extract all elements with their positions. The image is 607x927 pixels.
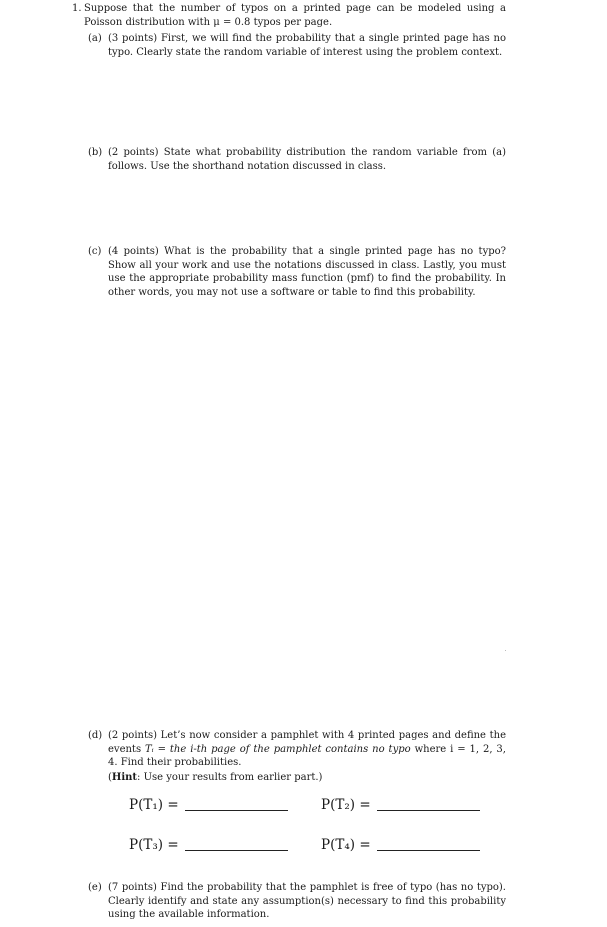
p-t3-label: P(T₃) = (129, 837, 179, 853)
part-e-label: (e) (88, 882, 102, 893)
part-b-text: (2 points) State what probability distribution the random variable from (a) follows. Use the shorthand notation discussed in class. (108, 147, 506, 172)
part-c-label: (c) (88, 246, 102, 257)
hint-label: Hint (111, 771, 138, 783)
part-c (88, 245, 506, 299)
question-number: 1. (72, 3, 82, 14)
question-intro: Suppose that the number of typos on a printed page can be modeled using a Poisson distribution with μ = 0.8 typos per page. (84, 3, 506, 28)
p-t4-answer-blank[interactable] (377, 850, 480, 851)
part-a-label: (a) (88, 33, 102, 44)
p-t3-answer-blank[interactable] (185, 850, 288, 851)
part-b (88, 146, 506, 173)
part-d-hint (108, 771, 506, 785)
answer-p-t1 (129, 797, 288, 813)
answer-p-t4 (321, 837, 480, 853)
part-e-text: (7 points) Find the probability that the pamphlet is free of typo (has no typo). Clearly identify and state any assumption(s) necessary to find this probability using the available information. (108, 882, 506, 920)
part-d-label: (d) (88, 730, 103, 741)
hint-open-paren: ( (108, 771, 112, 783)
answer-p-t2 (321, 797, 480, 813)
p-t2-label: P(T₂) = (321, 797, 371, 813)
question-1 (72, 2, 506, 29)
part-e (88, 881, 506, 922)
scan-speck (505, 650, 506, 651)
part-b-label: (b) (88, 147, 103, 158)
part-d (88, 729, 506, 784)
part-a (88, 32, 506, 59)
part-d-text (108, 729, 506, 770)
p-t1-answer-blank[interactable] (185, 810, 288, 811)
hint-text: : Use your results from earlier part.) (137, 771, 323, 783)
part-a-text: (3 points) First, we will find the probability that a single printed page has no typo. Clearly state the random variable of interest using the problem context. (108, 33, 506, 58)
part-c-text: (4 points) What is the probability that a single printed page has no typo? Show all your work and use the notations discussed in class. Lastly, you must use the appropriate probability mass function (pmf) to find the probability. In other words, you may not use a software or table to find this probability. (108, 246, 506, 298)
part-d-text-end: where i = 1, 2, 3, 4. Find their probabilities. (108, 743, 506, 768)
answer-p-t3 (129, 837, 288, 853)
part-d-event-definition: Tᵢ = the i-th page of the pamphlet contains no typo (145, 743, 411, 755)
p-t2-answer-blank[interactable] (377, 810, 480, 811)
part-d-text-start: (2 points) Let’s now consider a pamphlet with 4 printed pages and define the events (108, 730, 506, 755)
p-t1-label: P(T₁) = (129, 797, 179, 813)
p-t4-label: P(T₄) = (321, 837, 371, 853)
